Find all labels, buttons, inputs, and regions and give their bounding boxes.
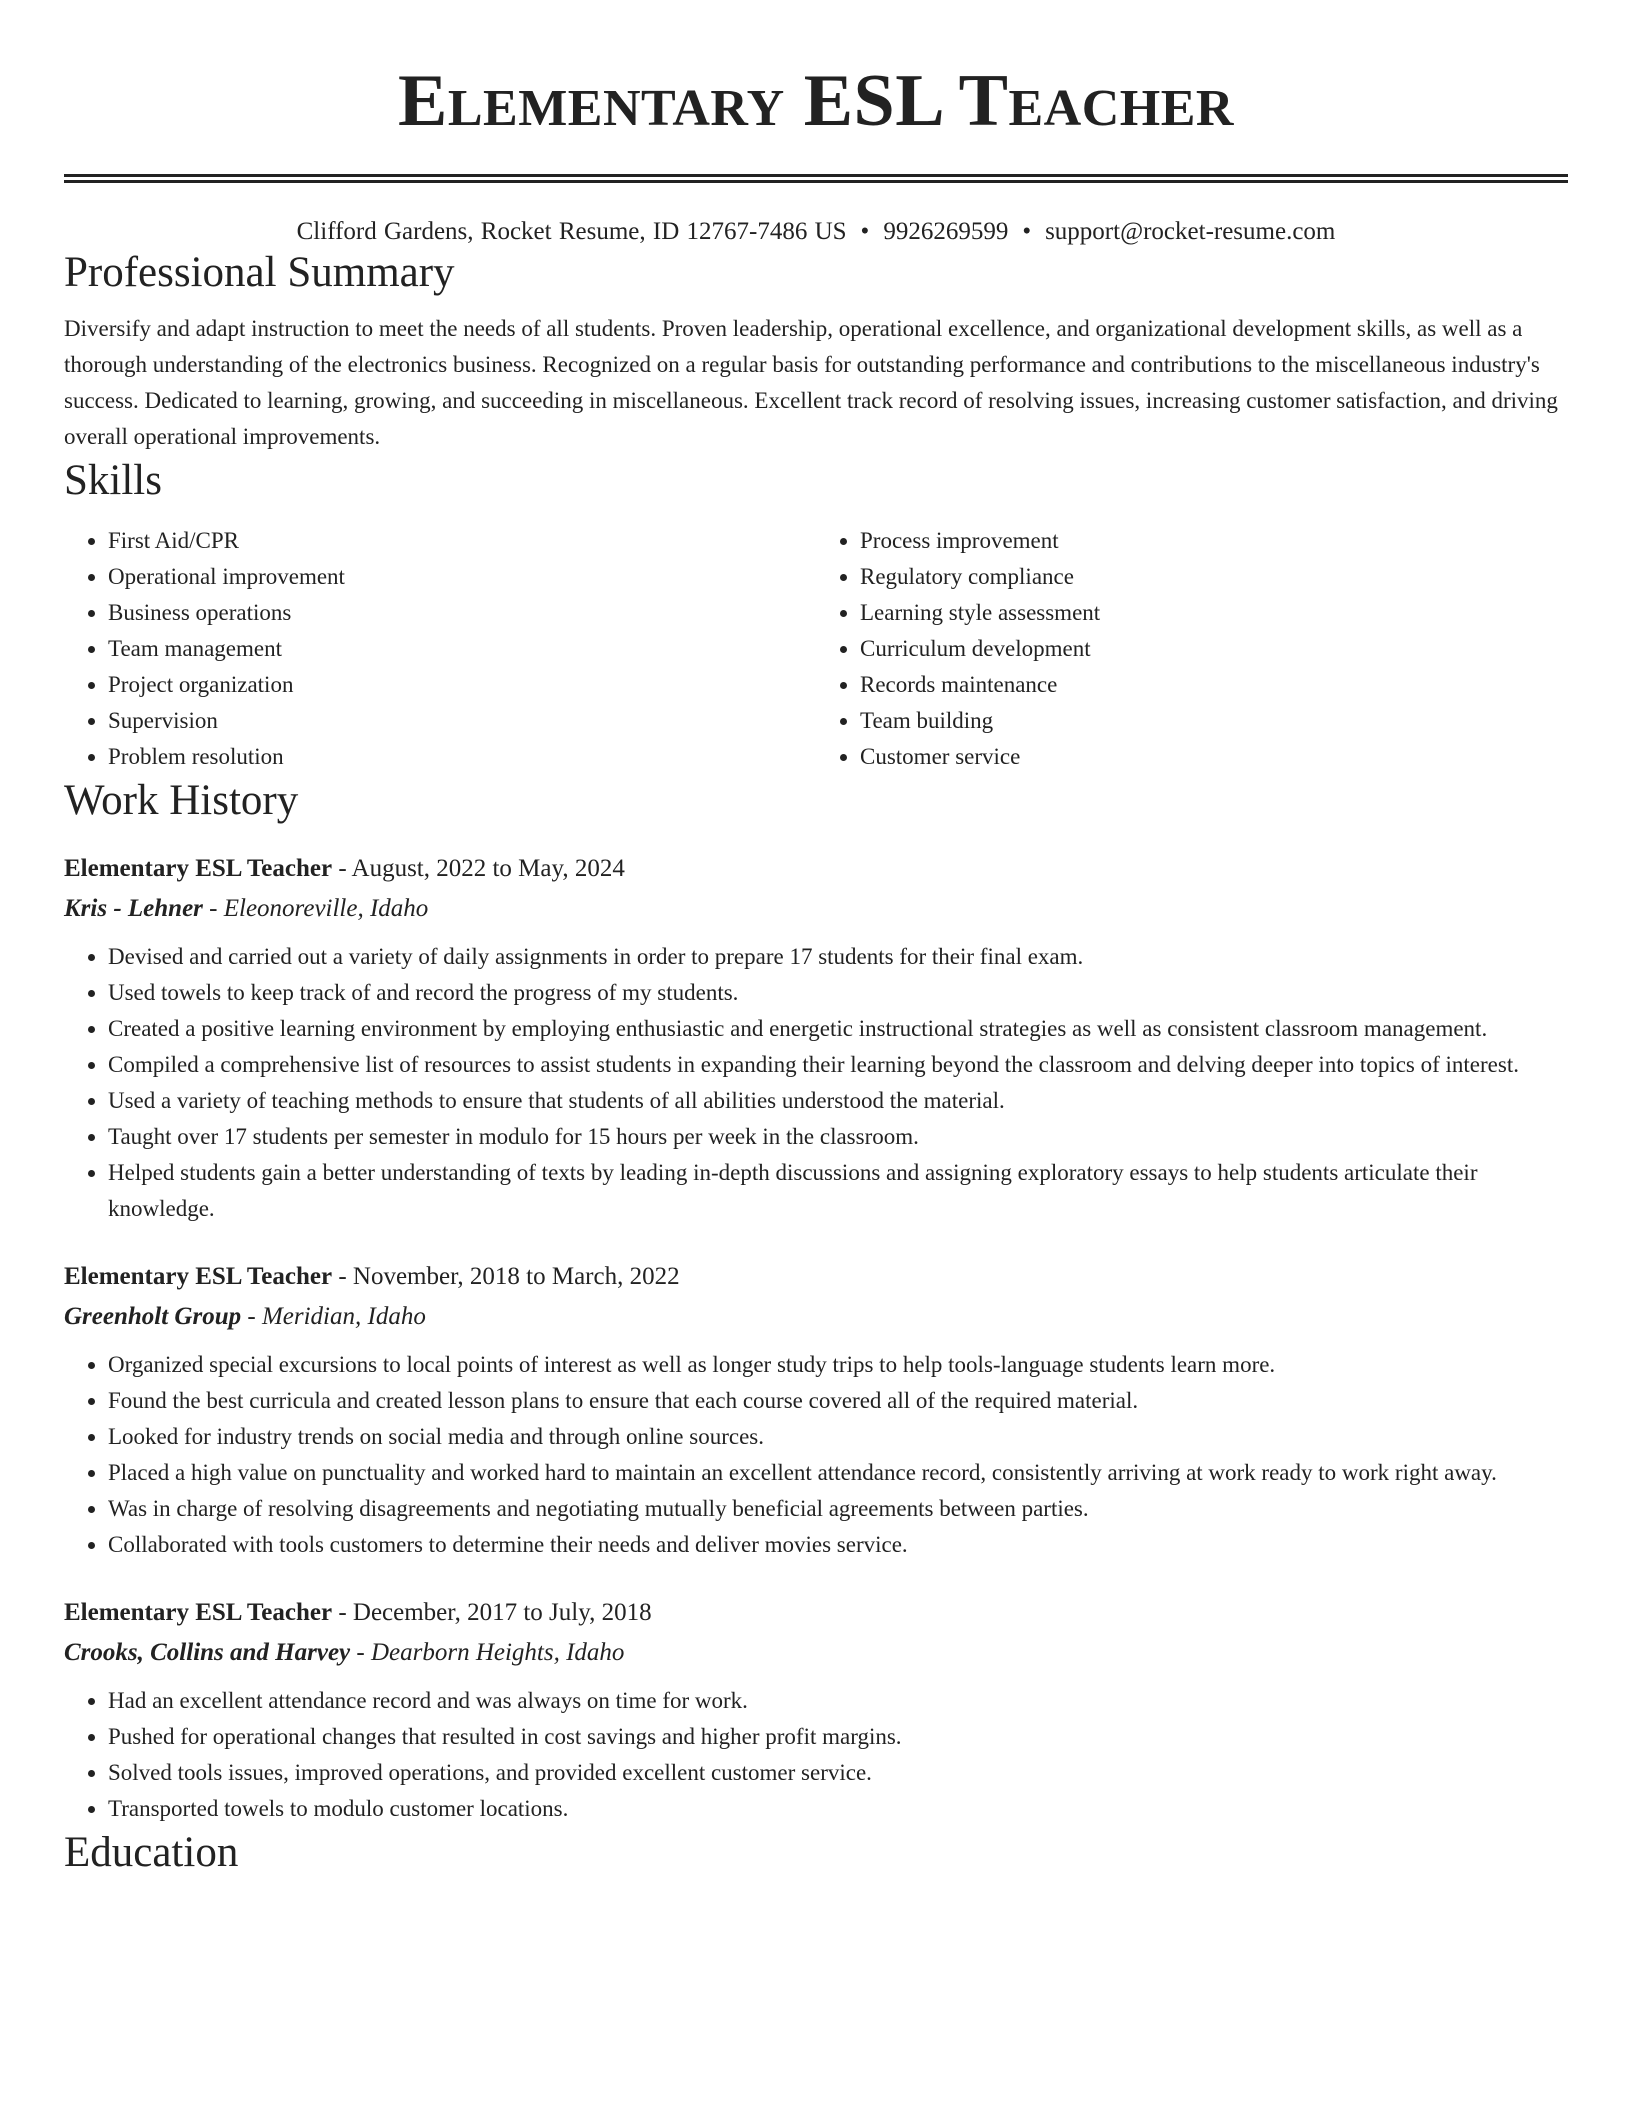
job-entry xyxy=(64,849,1568,1227)
skill-item: • Process improvement xyxy=(860,523,1568,559)
job-bullet: • Taught over 17 students per semester in modulo for 15 hours per week in the classroom. xyxy=(108,1119,1568,1155)
job-title: Elementary ESL Teacher xyxy=(64,855,333,882)
resume-page xyxy=(64,0,1568,1879)
skills-columns xyxy=(64,523,1568,775)
job-bullet: • Devised and carried out a variety of daily assignments in order to prepare 17 students for their final exam. xyxy=(108,939,1568,975)
job-dates: - December, 2017 to July, 2018 xyxy=(332,1599,652,1626)
contact-address: Clifford Gardens, Rocket Resume, ID 12767-7486 US xyxy=(296,218,847,245)
contact-separator: • xyxy=(1022,218,1032,245)
job-company-line xyxy=(64,1633,1568,1673)
skill-item: • Problem resolution xyxy=(108,739,816,775)
work-history-heading: Work History xyxy=(64,777,299,824)
job-bullet: • Used towels to keep track of and record the progress of my students. xyxy=(108,975,1568,1011)
skill-item: • Supervision xyxy=(108,703,816,739)
skill-item: • Project organization xyxy=(108,667,816,703)
job-location: - Eleonoreville, Idaho xyxy=(202,895,429,922)
contact-line xyxy=(64,217,1568,247)
job-title: Elementary ESL Teacher xyxy=(64,1599,333,1626)
job-bullet: • Helped students gain a better understanding of texts by leading in-depth discussions and assigning exploratory essays to help students articulate their knowledge. xyxy=(108,1155,1568,1227)
title-divider xyxy=(64,174,1568,183)
education-heading: Education xyxy=(64,1829,239,1876)
skill-item: • Curriculum development xyxy=(860,631,1568,667)
job-bullets xyxy=(64,939,1568,1227)
job-company-line xyxy=(64,889,1568,929)
job-title-line xyxy=(64,849,1568,889)
contact-phone: 9926269599 xyxy=(883,218,1009,245)
job-bullet: • Pushed for operational changes that resulted in cost savings and higher profit margins. xyxy=(108,1719,1568,1755)
skill-item: • First Aid/CPR xyxy=(108,523,816,559)
skill-item: • Records maintenance xyxy=(860,667,1568,703)
job-dates: - November, 2018 to March, 2022 xyxy=(332,1263,680,1290)
job-location: - Meridian, Idaho xyxy=(241,1303,426,1330)
resume-title: Elementary ESL Teacher xyxy=(398,60,1234,142)
job-bullets xyxy=(64,1683,1568,1827)
job-bullet: • Organized special excursions to local points of interest as well as longer study trips to help tools-language students learn more. xyxy=(108,1347,1568,1383)
job-bullet: • Used a variety of teaching methods to ensure that students of all abilities understood the material. xyxy=(108,1083,1568,1119)
job-bullet: • Created a positive learning environment by employing enthusiastic and energetic instructional strategies as well as consistent classroom management. xyxy=(108,1011,1568,1047)
job-bullet: • Compiled a comprehensive list of resources to assist students in expanding their learning beyond the classroom and delving deeper into topics of interest. xyxy=(108,1047,1568,1083)
contact-email: support@rocket-resume.com xyxy=(1045,218,1336,245)
skill-item: • Operational improvement xyxy=(108,559,816,595)
job-company: Greenholt Group xyxy=(64,1303,242,1330)
job-company: Crooks, Collins and Harvey xyxy=(64,1639,351,1666)
job-location: - Dearborn Heights, Idaho xyxy=(350,1639,625,1666)
job-bullet: • Found the best curricula and created lesson plans to ensure that each course covered all of the required material. xyxy=(108,1383,1568,1419)
skill-item: • Regulatory compliance xyxy=(860,559,1568,595)
job-bullets xyxy=(64,1347,1568,1563)
skill-item: • Team building xyxy=(860,703,1568,739)
contact-separator: • xyxy=(860,218,870,245)
job-company-line xyxy=(64,1297,1568,1337)
job-entry xyxy=(64,1257,1568,1563)
job-entry xyxy=(64,1593,1568,1827)
skills-heading: Skills xyxy=(64,457,162,504)
job-dates: - August, 2022 to May, 2024 xyxy=(332,855,625,882)
skill-item: • Business operations xyxy=(108,595,816,631)
job-bullet: • Looked for industry trends on social media and through online sources. xyxy=(108,1419,1568,1455)
skills-list-left xyxy=(64,523,816,775)
job-bullet: • Placed a high value on punctuality and worked hard to maintain an excellent attendance record, consistently arriving at work ready to work right away. xyxy=(108,1455,1568,1491)
summary-text: Diversify and adapt instruction to meet the needs of all students. Proven leadership, operational excellence, and organizational development skills, as well as a thorough understanding of the electronics business. Recognized on a regular basis for outstanding performance and contributions to the miscellaneous industry's success. Dedicated to learning, growing, and succeeding in miscellaneous. Excellent track record of resolving issues, increasing customer satisfaction, and driving overall operational improvements. xyxy=(64,316,1558,449)
job-bullet: • Was in charge of resolving disagreements and negotiating mutually beneficial agreements between parties. xyxy=(108,1491,1568,1527)
job-title-line xyxy=(64,1257,1568,1297)
job-bullet: • Collaborated with tools customers to determine their needs and deliver movies service. xyxy=(108,1527,1568,1563)
job-title-line xyxy=(64,1593,1568,1633)
job-bullet: • Solved tools issues, improved operations, and provided excellent customer service. xyxy=(108,1755,1568,1791)
skill-item: • Learning style assessment xyxy=(860,595,1568,631)
skill-item: • Customer service xyxy=(860,739,1568,775)
job-company: Kris - Lehner xyxy=(64,895,203,922)
job-bullet: • Had an excellent attendance record and was always on time for work. xyxy=(108,1683,1568,1719)
summary-heading: Professional Summary xyxy=(64,249,455,296)
skill-item: • Team management xyxy=(108,631,816,667)
skills-list-right xyxy=(816,523,1568,775)
job-title: Elementary ESL Teacher xyxy=(64,1263,333,1290)
job-bullet: • Transported towels to modulo customer locations. xyxy=(108,1791,1568,1827)
